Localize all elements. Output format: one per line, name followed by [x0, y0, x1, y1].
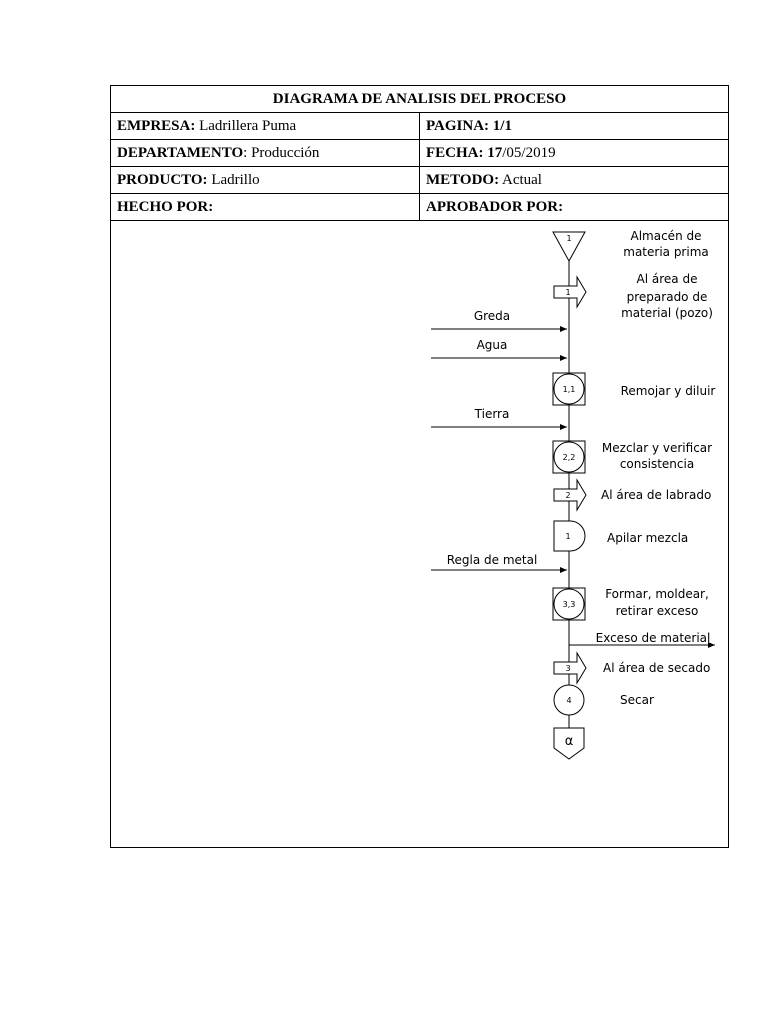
metodo-value: Actual	[499, 172, 542, 188]
hecho-por-label: HECHO POR:	[117, 199, 214, 215]
step-label-line: Al área de	[636, 272, 698, 286]
step-mezclar	[553, 441, 712, 473]
input-greda	[431, 309, 567, 329]
diagram-title: DIAGRAMA DE ANALISIS DEL PROCESO	[111, 86, 728, 113]
fecha-label: FECHA: 17	[426, 145, 503, 161]
input-regla-de-metal	[431, 553, 567, 570]
step-label-line: Almacén de	[630, 229, 702, 243]
step-number: 2	[565, 491, 571, 500]
process-flow-diagram	[111, 86, 730, 849]
step-number: 1,1	[562, 385, 576, 394]
step-label-line: Al área de secado	[603, 661, 711, 675]
step-label-line: consistencia	[619, 457, 695, 471]
step-connector	[554, 728, 584, 759]
output-exceso-de-material	[569, 631, 715, 645]
input-label: Regla de metal	[446, 553, 538, 567]
departamento-label: DEPARTAMENTO	[117, 145, 244, 161]
step-number: 2,2	[562, 453, 576, 462]
step-number: 4	[566, 696, 572, 705]
input-agua	[431, 338, 567, 358]
pagina-label: PAGINA: 1/1	[426, 118, 512, 134]
connector-symbol: α	[564, 734, 574, 749]
step-label-line: Formar, moldear,	[605, 587, 709, 601]
step-label-line: Secar	[620, 693, 654, 707]
step-label-line: materia prima	[623, 245, 709, 259]
step-transport-3	[554, 653, 710, 683]
step-label-line: Mezclar y verificar	[601, 441, 713, 455]
input-tierra	[431, 407, 567, 427]
step-number: 1	[566, 234, 572, 243]
empresa-value: Ladrillera Puma	[195, 118, 297, 134]
step-label-line: Al área de labrado	[601, 488, 712, 502]
producto-label: PRODUCTO:	[117, 172, 208, 188]
departamento-value: : Producción	[243, 145, 320, 161]
step-label-line: preparado de	[626, 290, 708, 304]
metodo-label: METODO:	[426, 172, 500, 188]
aprobador-por-label: APROBADOR POR:	[426, 199, 564, 215]
step-formar	[553, 587, 709, 620]
step-label-line: Remojar y diluir	[620, 384, 716, 398]
input-label: Greda	[473, 309, 511, 323]
step-number: 3,3	[562, 600, 576, 609]
step-number: 1	[565, 288, 571, 297]
step-transport-2	[554, 480, 711, 510]
step-label-line: retirar exceso	[615, 604, 699, 618]
input-label: Agua	[476, 338, 508, 352]
producto-value: Ladrillo	[207, 172, 260, 188]
fecha-value: /05/2019	[502, 145, 556, 161]
process-analysis-sheet	[110, 85, 729, 848]
step-number: 1	[565, 532, 571, 541]
step-number: 3	[565, 664, 571, 673]
step-label-line: Apilar mezcla	[607, 531, 689, 545]
step-remojar	[553, 373, 715, 405]
step-apilar	[554, 521, 688, 551]
step-storage	[553, 229, 709, 261]
input-label: Tierra	[474, 407, 510, 421]
step-label-line: material (pozo)	[621, 306, 713, 320]
empresa-label: EMPRESA:	[117, 118, 196, 134]
output-label: Exceso de material	[595, 631, 711, 645]
step-secar	[554, 685, 654, 715]
step-transport-1	[554, 272, 713, 320]
